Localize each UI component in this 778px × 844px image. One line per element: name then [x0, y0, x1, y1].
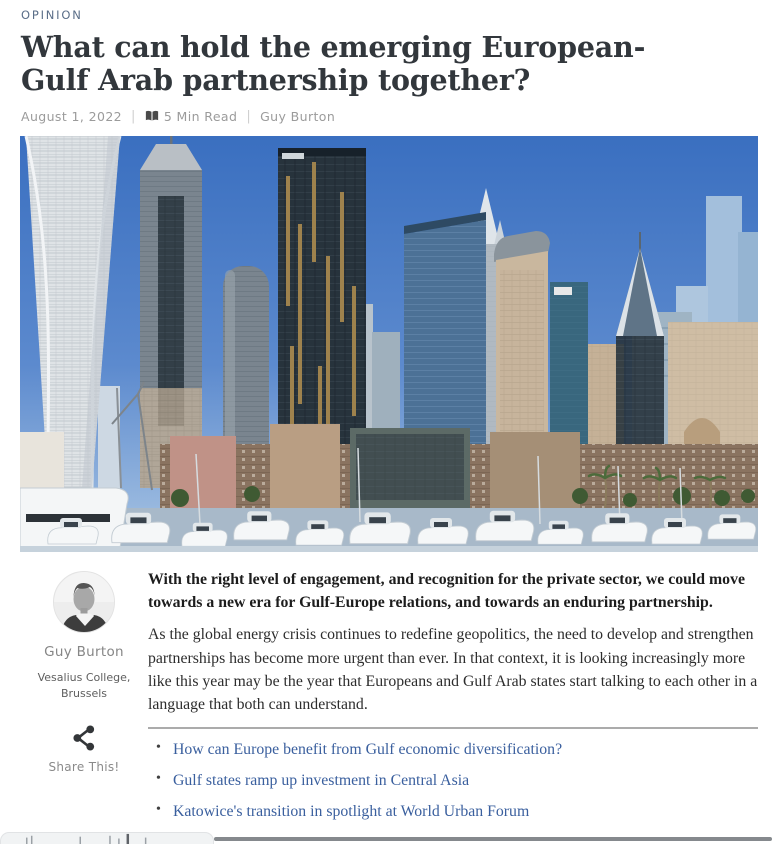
author-name: Guy Burton	[44, 643, 124, 660]
publish-date: August 1, 2022	[21, 108, 123, 124]
read-time	[145, 109, 238, 124]
share-label: Share This!	[48, 759, 120, 774]
hero-image-dubai-marina	[20, 136, 758, 552]
author-card	[20, 569, 148, 822]
article-text-column	[148, 569, 758, 822]
author-byline: Guy Burton	[260, 108, 336, 124]
category-label[interactable]: OPINION	[21, 8, 83, 22]
article-paragraph: As the global energy crisis continues to redefine geopolitics, the need to develop and strengthen partnerships has become more urgent than ever. In that context, it is looking increasingly more like this year may be the year that Europeans and Gulf Arab states start talking to each other in a language that both can understand.	[148, 626, 758, 714]
embedded-player-edge	[0, 831, 778, 844]
related-link-item	[156, 771, 758, 791]
meta-separator: |	[131, 108, 136, 124]
read-time-label: 5 Min Read	[163, 108, 238, 124]
author-avatar	[53, 571, 115, 633]
related-link[interactable]: Gulf states ramp up investment in Central Asia	[173, 772, 470, 790]
book-icon	[145, 110, 159, 122]
author-affiliation	[20, 670, 148, 703]
related-link[interactable]: Katowice's transition in spotlight at World Urban Forum	[173, 802, 530, 820]
page-title: What can hold the emerging European-Gulf Arab partnership together?	[21, 30, 646, 98]
related-link-item	[156, 740, 758, 760]
article-body-section	[0, 569, 778, 822]
meta-separator: |	[246, 108, 252, 124]
author-affiliation-line1: Vesalius College,	[37, 670, 131, 684]
share-icon	[70, 737, 98, 756]
author-affiliation-line2: Brussels	[60, 687, 108, 701]
share-button[interactable]	[70, 724, 98, 752]
related-links-list	[148, 740, 758, 821]
player-waveform[interactable]	[0, 832, 214, 844]
section-divider	[148, 727, 758, 729]
article-header	[0, 0, 778, 124]
article-lede: With the right level of engagement, and recognition for the private sector, we could move towards a new era for Gulf-Europe relations, and towards an enduring partnership.	[148, 570, 745, 611]
related-link-item	[156, 802, 758, 822]
related-link[interactable]: How can Europe benefit from Gulf economic diversification?	[173, 741, 563, 759]
player-progress-bar[interactable]	[214, 837, 772, 841]
article-meta	[21, 109, 758, 124]
